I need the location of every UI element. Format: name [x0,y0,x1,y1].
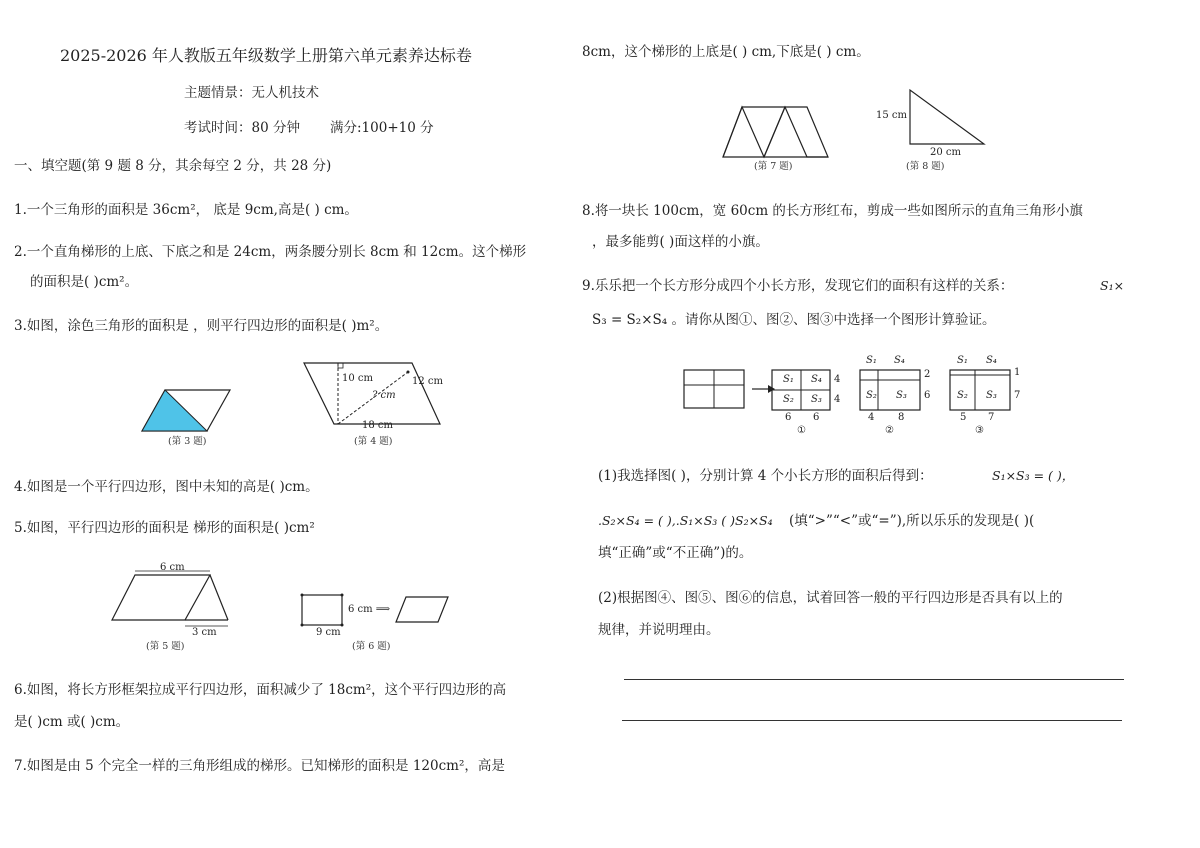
section-heading: 一、填空题(第 9 题 8 分，其余每空 2 分，共 28 分) [14,158,332,174]
fig6-width-label: 9 cm [316,627,341,638]
fig9-3-s4: S₄ [986,355,997,366]
answer-line-2[interactable] [622,720,1122,721]
fig5-top-label: 6 cm [160,562,185,573]
exam-info: 考试时间：80 分钟 满分:100+10 分 [184,120,434,136]
figure-7 [720,104,835,164]
question-9-part2-cont: 规律，并说明理由。 [598,622,720,638]
question-9-part1-cont: (填“>”“<”或“=”),所以乐乐的发现是( )( [789,513,1035,529]
fig4-unknown-label: ? cm [372,390,396,401]
question-1: 1.一个三角形的面积是 36cm²， 底是 9cm,高是( ) cm。 [14,202,358,218]
figure-8 [908,88,988,148]
fig9-3-n1: 1 [1014,367,1021,378]
question-9-part1-cont2: 填“正确”或“不正确”)的。 [598,545,753,561]
caption-fig5: (第 5 题) [146,641,185,652]
question-2: 2.一个直角梯形的上底、下底之和是 24cm，两条腰分别长 8cm 和 12cm。这个梯形 [14,244,527,260]
fig9-1-s2: S₂ [783,394,794,405]
question-6: 6.如图，将长方形框架拉成平行四边形，面积减少了 18cm²，这个平行四边形的高 [14,682,507,698]
fig5-bottom-label: 3 cm [192,627,217,638]
fig9-2-s2: S₂ [866,390,877,401]
figure-3 [140,385,240,435]
fig4-side-label: 12 cm [412,376,443,387]
question-9-part1: (1)我选择图( )，分别计算 4 个小长方形的面积后得到： [598,468,933,484]
fig9-1-n4a: 4 [834,374,841,385]
question-4: 4.如图是一个平行四边形，图中未知的高是( )cm。 [14,479,319,495]
fig9-3-n7b: 7 [988,412,995,423]
question-7-cont: 8cm，这个梯形的上底是( ) cm,下底是( ) cm。 [582,44,870,60]
question-9-cont: S₃ = S₂×S₄ 。请你从图①、图②、图③中选择一个图形计算验证。 [592,312,996,328]
fig9-3-s2: S₂ [957,390,968,401]
fig9-3-n7a: 7 [1014,390,1021,401]
caption-fig3: (第 3 题) [168,436,207,447]
fig9-label-1: ① [797,425,806,436]
question-9-formula-start: S₁× [1100,278,1125,293]
theme-line: 主题情景：无人机技术 [184,85,319,101]
fig9-1-n4b: 4 [834,394,841,405]
fig9-3-n5: 5 [960,412,967,423]
fig9-3-s3: S₃ [986,390,997,401]
question-9-part2: (2)根据图④、图⑤、图⑥的信息，试着回答一般的平行四边形是否具有以上的 [598,590,1063,606]
fig9-1-s4: S₄ [811,374,822,385]
fig9-2-s4: S₄ [894,355,905,366]
fig4-base-label: 18 cm [362,420,393,431]
fig9-1-n6b: 6 [813,412,820,423]
question-9-part1-formula2: .S₂×S₄ = ( ),.S₁×S₃ ( )S₂×S₄ [598,513,773,528]
caption-fig4: (第 4 题) [354,436,393,447]
fig9-label-3: ③ [975,425,984,436]
fig9-2-s3: S₃ [896,390,907,401]
figure-5 [110,570,240,640]
question-6-cont: 是( )cm 或( )cm。 [14,714,130,730]
fig9-3-s1: S₁ [957,355,968,366]
question-8: 8.将一块长 100cm，宽 60cm 的长方形红布，剪成一些如图所示的直角三角形小旗 [582,203,1083,219]
fig9-2-n6: 6 [924,390,931,401]
fig9-2-n4: 4 [868,412,875,423]
fig4-height-label: 10 cm [342,373,373,384]
fig9-2-n8: 8 [898,412,905,423]
caption-fig6: (第 6 题) [352,641,391,652]
caption-fig7: (第 7 题) [754,161,793,172]
fig9-1-s3: S₃ [811,394,822,405]
answer-line-1[interactable] [624,679,1124,680]
fig8-height-label: 15 cm [876,110,907,121]
fig8-width-label: 20 cm [930,147,961,158]
page-title: 2025-2026 年人教版五年级数学上册第六单元素养达标卷 [60,46,472,65]
question-2-cont: 的面积是( )cm²。 [30,274,139,290]
question-9-part1-formula: S₁×S₃ = ( )， [992,468,1075,483]
question-9: 9.乐乐把一个长方形分成四个小长方形，发现它们的面积有这样的关系： [582,278,1014,294]
question-8-cont: ，最多能剪( )面这样的小旗。 [592,234,769,250]
fig9-1-n6a: 6 [785,412,792,423]
fig9-1-s1: S₁ [783,374,794,385]
question-5: 5.如图，平行四边形的面积是 梯形的面积是( )cm² [14,520,315,536]
fig9-2-n2: 2 [924,369,931,380]
question-3: 3.如图，涂色三角形的面积是 ，则平行四边形的面积是( )m²。 [14,318,389,334]
question-7: 7.如图是由 5 个完全一样的三角形组成的梯形。已知梯形的面积是 120cm²，高是 [14,758,505,774]
fig9-2-s1: S₁ [866,355,877,366]
fig9-label-2: ② [885,425,894,436]
fig6-height-label: 6 cm ⟹ [348,604,391,615]
caption-fig8: (第 8 题) [906,161,945,172]
